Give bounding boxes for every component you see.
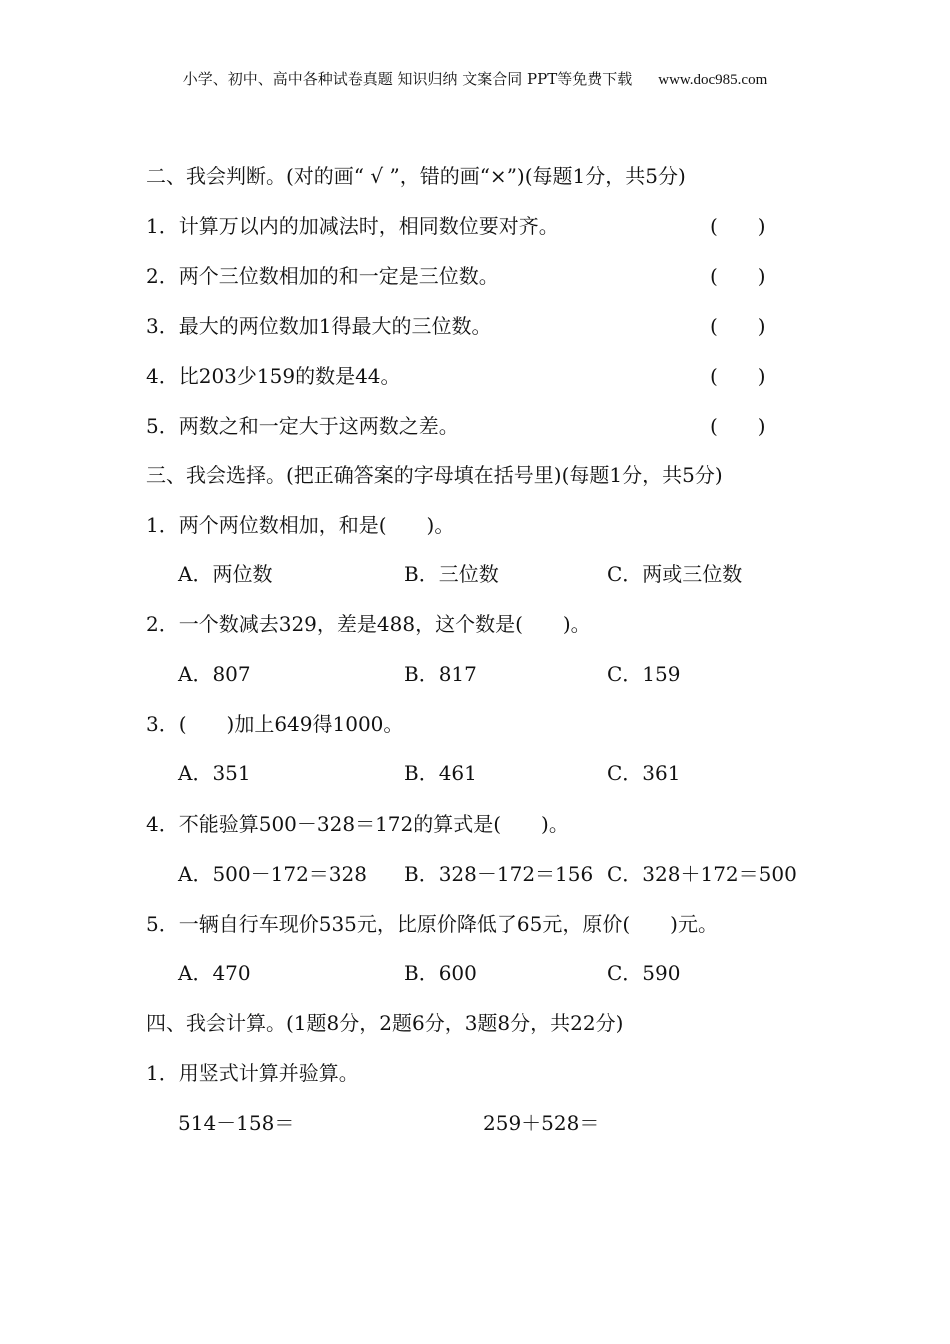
choice-question-4: 4．不能验算500－328＝172的算式是( )。	[146, 812, 569, 836]
section-2-title: 二、我会判断。(对的画“ √ ”，错的画“×”)(每题1分，共5分)	[146, 164, 686, 188]
judge-item-1: 1．计算万以内的加减法时，相同数位要对齐。	[146, 214, 559, 238]
choice-3-option-c: C．361	[607, 761, 681, 785]
choice-1-option-a: A．两位数	[178, 562, 273, 586]
judge-item-5: 5．两数之和一定大于这两数之差。	[146, 414, 459, 438]
choice-2-option-b: B．817	[404, 662, 477, 686]
choice-question-3: 3．( )加上649得1000。	[146, 712, 404, 736]
header-text: 小学、初中、高中各种试卷真题 知识归纳 文案合同 PPT等免费下载	[182, 70, 633, 88]
calc-expression-1: 514－158＝	[178, 1111, 295, 1135]
choice-question-2: 2．一个数减去329，差是488，这个数是( )。	[146, 612, 591, 636]
choice-5-option-a: A．470	[178, 961, 251, 985]
judge-item-2: 2．两个三位数相加的和一定是三位数。	[146, 264, 499, 288]
choice-question-5: 5．一辆自行车现价535元，比原价降低了65元，原价( )元。	[146, 912, 718, 936]
judge-blank-1[interactable]: ( )	[710, 214, 766, 238]
choice-5-option-c: C．590	[607, 961, 681, 985]
choice-4-option-b: B．328－172＝156	[404, 862, 594, 886]
judge-item-3: 3．最大的两位数加1得最大的三位数。	[146, 314, 492, 338]
judge-item-4: 4．比203少159的数是44。	[146, 364, 401, 388]
judge-blank-2[interactable]: ( )	[710, 264, 766, 288]
calc-expression-2: 259＋528＝	[483, 1111, 600, 1135]
choice-4-option-a: A．500－172＝328	[178, 862, 367, 886]
choice-2-option-a: A．807	[178, 662, 251, 686]
choice-2-option-c: C．159	[607, 662, 681, 686]
judge-blank-3[interactable]: ( )	[710, 314, 766, 338]
section-3-title: 三、我会选择。(把正确答案的字母填在括号里)(每题1分，共5分)	[146, 463, 723, 487]
header-url: www.doc985.com	[658, 72, 768, 88]
choice-question-1: 1．两个两位数相加，和是( )。	[146, 513, 455, 537]
choice-4-option-c: C．328＋172＝500	[607, 862, 797, 886]
choice-3-option-a: A．351	[178, 761, 251, 785]
page-header	[0, 68, 950, 89]
judge-blank-4[interactable]: ( )	[710, 364, 766, 388]
section-4-title: 四、我会计算。(1题8分，2题6分，3题8分，共22分)	[146, 1011, 624, 1035]
choice-3-option-b: B．461	[404, 761, 477, 785]
choice-5-option-b: B．600	[404, 961, 477, 985]
choice-1-option-b: B．三位数	[404, 562, 499, 586]
calc-question-1: 1．用竖式计算并验算。	[146, 1061, 359, 1085]
choice-1-option-c: C．两或三位数	[607, 562, 743, 586]
judge-blank-5[interactable]: ( )	[710, 414, 766, 438]
